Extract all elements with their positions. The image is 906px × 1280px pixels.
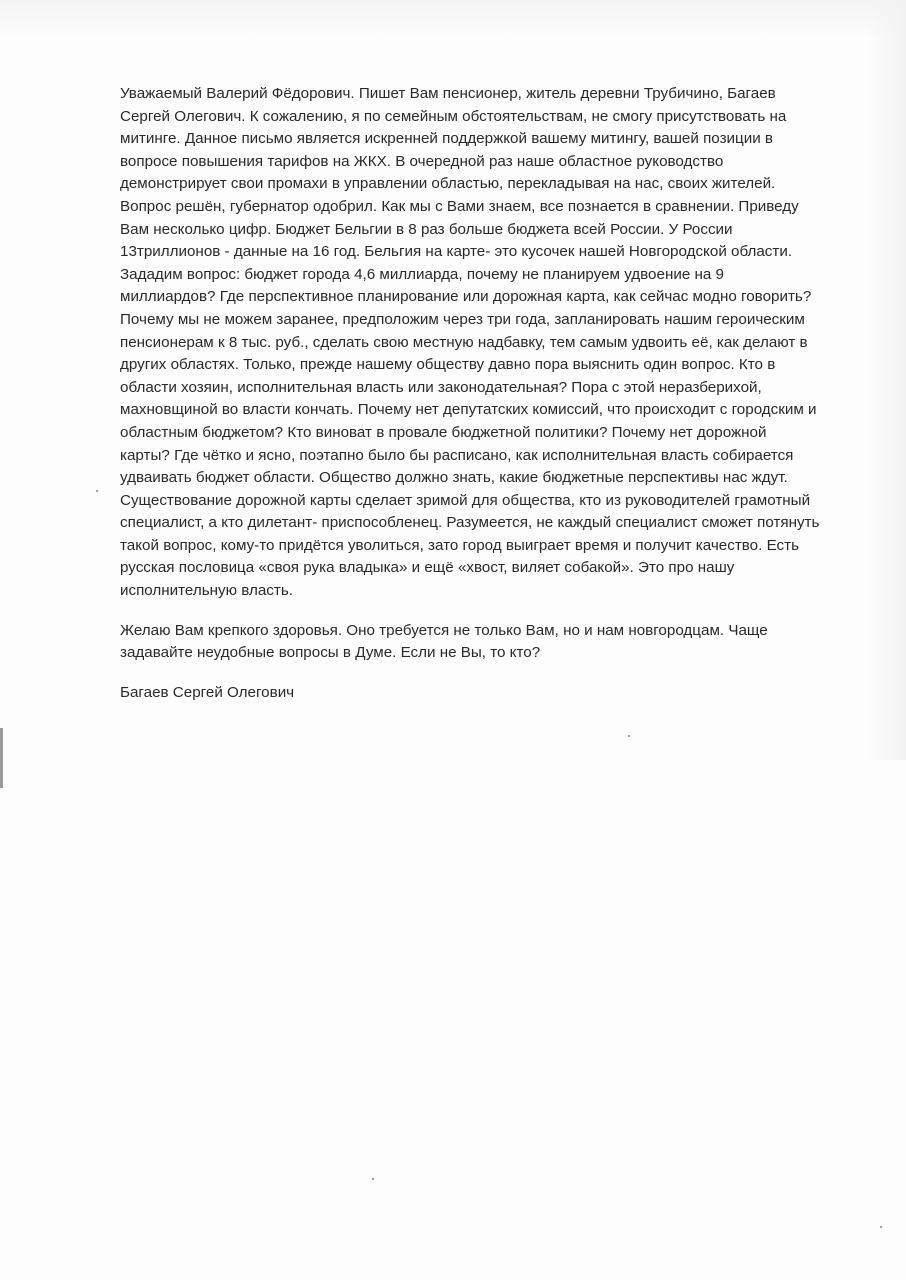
body-line: Вам несколько цифр. Бюджет Бельгии в 8 раз больше бюджета всей России. У России — [120, 220, 733, 238]
closing-line: Желаю Вам крепкого здоровья. Оно требуется не только Вам, но и нам новгородцам. Чаще — [120, 621, 768, 639]
letter-body-paragraph — [120, 83, 820, 603]
body-line: удваивать бюджет области. Общество должно знать, какие бюджетные перспективы нас ждут. — [120, 469, 788, 487]
body-line: Зададим вопрос: бюджет города 4,6 миллиарда, почему не планируем удвоение на 9 — [120, 265, 724, 283]
body-line: Сергей Олегович. К сожалению, я по семейным обстоятельствам, не смогу присутствовать на — [120, 107, 787, 125]
closing-line: задавайте неудобные вопросы в Думе. Если не Вы, то кто? — [120, 644, 541, 662]
scan-speck — [628, 735, 630, 737]
body-line: Существование дорожной карты сделает зримой для общества, кто из руководителей грамотный — [120, 491, 811, 509]
body-line: Уважаемый Валерий Фёдорович. Пишет Вам пенсионер, житель деревни Трубичино, Багаев — [120, 85, 776, 102]
body-line: махновщиной во власти кончать. Почему нет депутатских комиссий, что происходит с городским и — [120, 401, 817, 419]
body-line: миллиардов? Где перспективное планирование или дорожная карта, как сейчас модно говорить? — [120, 288, 812, 306]
body-line: исполнительную власть. — [120, 582, 293, 600]
body-line: специалист, а кто дилетант- приспособленец. Разумеется, не каждый специалист сможет потянуть — [120, 514, 820, 532]
letter-text — [120, 83, 820, 704]
scan-edge-mark — [0, 728, 3, 788]
body-line: вопросе повышения тарифов на ЖКХ. В очередной раз наше областное руководство — [120, 152, 724, 170]
body-line: демонстрирует свои промахи в управлении областью, перекладывая на нас, своих жителей. — [120, 175, 776, 193]
body-line: пенсионерам к 8 тыс. руб., сделать свою местную надбавку, тем самым удвоить её, как делают в — [120, 333, 808, 351]
letter-signature: Багаев Сергей Олегович — [120, 683, 295, 701]
body-line: карты? Где чётко и ясно, поэтапно было бы расписано, как исполнительная власть собирается — [120, 446, 794, 464]
letter-closing-paragraph — [120, 620, 820, 665]
body-line: 13триллионов - данные на 16 год. Бельгия на карте- это кусочек нашей Новгородской области. — [120, 243, 793, 261]
scan-speck — [880, 1226, 882, 1228]
body-line: Вопрос решён, губернатор одобрил. Как мы с Вами знаем, все познается в сравнении. Приведу — [120, 197, 799, 215]
body-line: других областях. Только, прежде нашему обществу давно пора выяснить один вопрос. Кто в — [120, 356, 776, 374]
body-line: русская пословица «своя рука владыка» и ещё «хвост, виляет собакой». Это про нашу — [120, 559, 735, 577]
body-line: митинге. Данное письмо является искренней поддержкой вашему митингу, вашей позиции в — [120, 130, 773, 148]
body-line: областным бюджетом? Кто виноват в провале бюджетной политики? Почему нет дорожной — [120, 423, 767, 441]
body-line: такой вопрос, кому-то придётся уволиться, зато город выиграет время и получит качество. Есть — [120, 536, 799, 554]
body-line: области хозяин, исполнительная власть или законодательная? Пора с этой неразберихой, — [120, 378, 762, 396]
body-line: Почему мы не можем заранее, предположим через три года, запланировать нашим героическим — [120, 310, 805, 328]
scan-shadow-top — [0, 0, 906, 40]
scan-speck — [372, 1178, 374, 1180]
scan-shadow-right — [866, 0, 906, 760]
scan-speck — [96, 490, 98, 492]
